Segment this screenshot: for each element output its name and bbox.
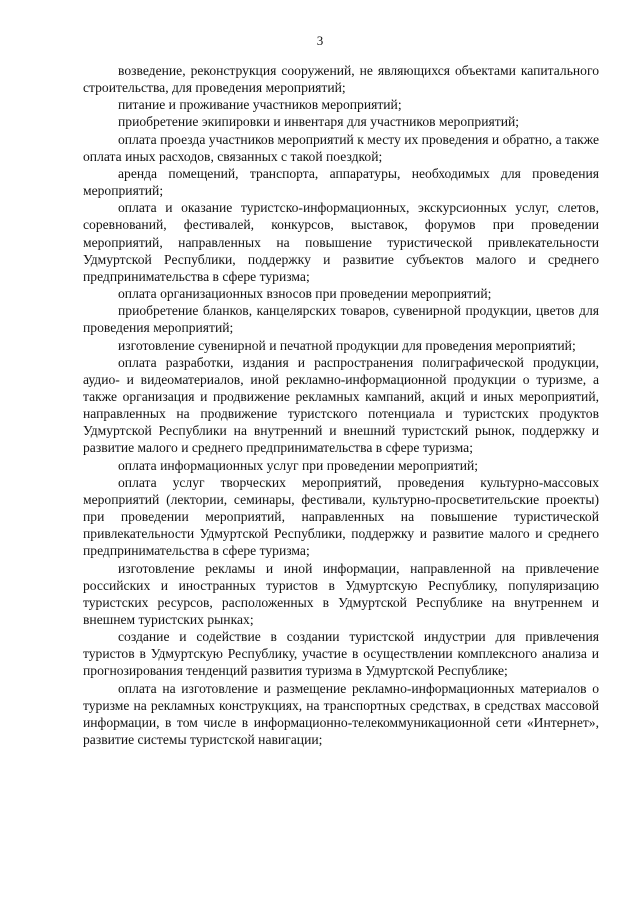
paragraph-travel: оплата проезда участников мероприятий к месту их проведения и обратно, а также оплата иных расходов, связанных с такой поездкой; — [83, 131, 599, 164]
paragraph-souvenirs: изготовление сувенирной и печатной продукции для проведения мероприятий; — [118, 337, 576, 353]
paragraph-ad-placement: оплата на изготовление и размещение рекламно-информационных материалов о туризме на рекламных конструкциях, на транспортных средствах, в средствах массовой информации, в том числе в информационно-телекоммуникационной сети «Интернет», развитие системы туристской навигации; — [83, 680, 599, 748]
paragraph-creative-events: оплата услуг творческих мероприятий, проведения культурно-массовых мероприятий (лектории, семинары, фестивали, культурно-просветительские проекты) при проведении мероприятий, направленных на повышение туристической привлекательности Удмуртской Республики, поддержку и развитие малого и среднего предпринимательства в сфере туризма; — [83, 474, 599, 559]
paragraph-advertising: изготовление рекламы и иной информации, направленной на привлечение российских и иностранных туристов в Удмуртскую Республику, популяризацию туристских ресурсов, расположенных в Удмуртской Республике на внутреннем и внешнем туристских рынках; — [83, 560, 599, 627]
page-number: 3 — [316, 33, 324, 48]
paragraph-fees: оплата организационных взносов при проведении мероприятий; — [118, 286, 492, 302]
paragraph-tourist-services: оплата и оказание туристско-информационных, экскурсионных услуг, слетов, соревнований, фестивалей, конкурсов, выставок, форумов при проведении мероприятий, направленных на повышение туристической привлекательности Удмуртской Республики, поддержку и развитие субъектов малого и среднего предпринимательства в сфере туризма; — [83, 200, 599, 284]
paragraph-stationery: приобретение бланков, канцелярских товаров, сувенирной продукции, цветов для проведения мероприятий; — [83, 303, 599, 336]
page-body — [83, 62, 599, 748]
paragraph-equipment: приобретение экипировки и инвентаря для участников мероприятий; — [118, 114, 520, 130]
paragraph-information-services: оплата информационных услуг при проведении мероприятий; — [118, 457, 479, 473]
paragraph-construction: возведение, реконструкция сооружений, не являющихся объектами капитального строительства, для проведения мероприятий; — [83, 63, 599, 96]
paragraph-printing-promotion: оплата разработки, издания и распространения полиграфической продукции, аудио- и видеоматериалов, иной рекламно-информационной продукции о туризме, а также организация и продвижение рекламных кампаний, акций и иных мероприятий, направленных на продвижение туристского потенциала и туристских продуктов Удмуртской Республики на внутренний и внешний туристский рынок, поддержку и развитие малого и среднего предпринимательства в сфере туризма; — [83, 354, 599, 456]
paragraph-rent: аренда помещений, транспорта, аппаратуры, необходимых для проведения мероприятий; — [83, 165, 599, 199]
paragraph-industry: создание и содействие в создании туристской индустрии для привлечения туристов в Удмуртскую Республику, участие в осуществлении комплексного анализа и прогнозирования тенденций развития туризма в Удмуртской Республике; — [83, 629, 599, 679]
paragraph-food-lodging: питание и проживание участников мероприятий; — [118, 97, 402, 113]
